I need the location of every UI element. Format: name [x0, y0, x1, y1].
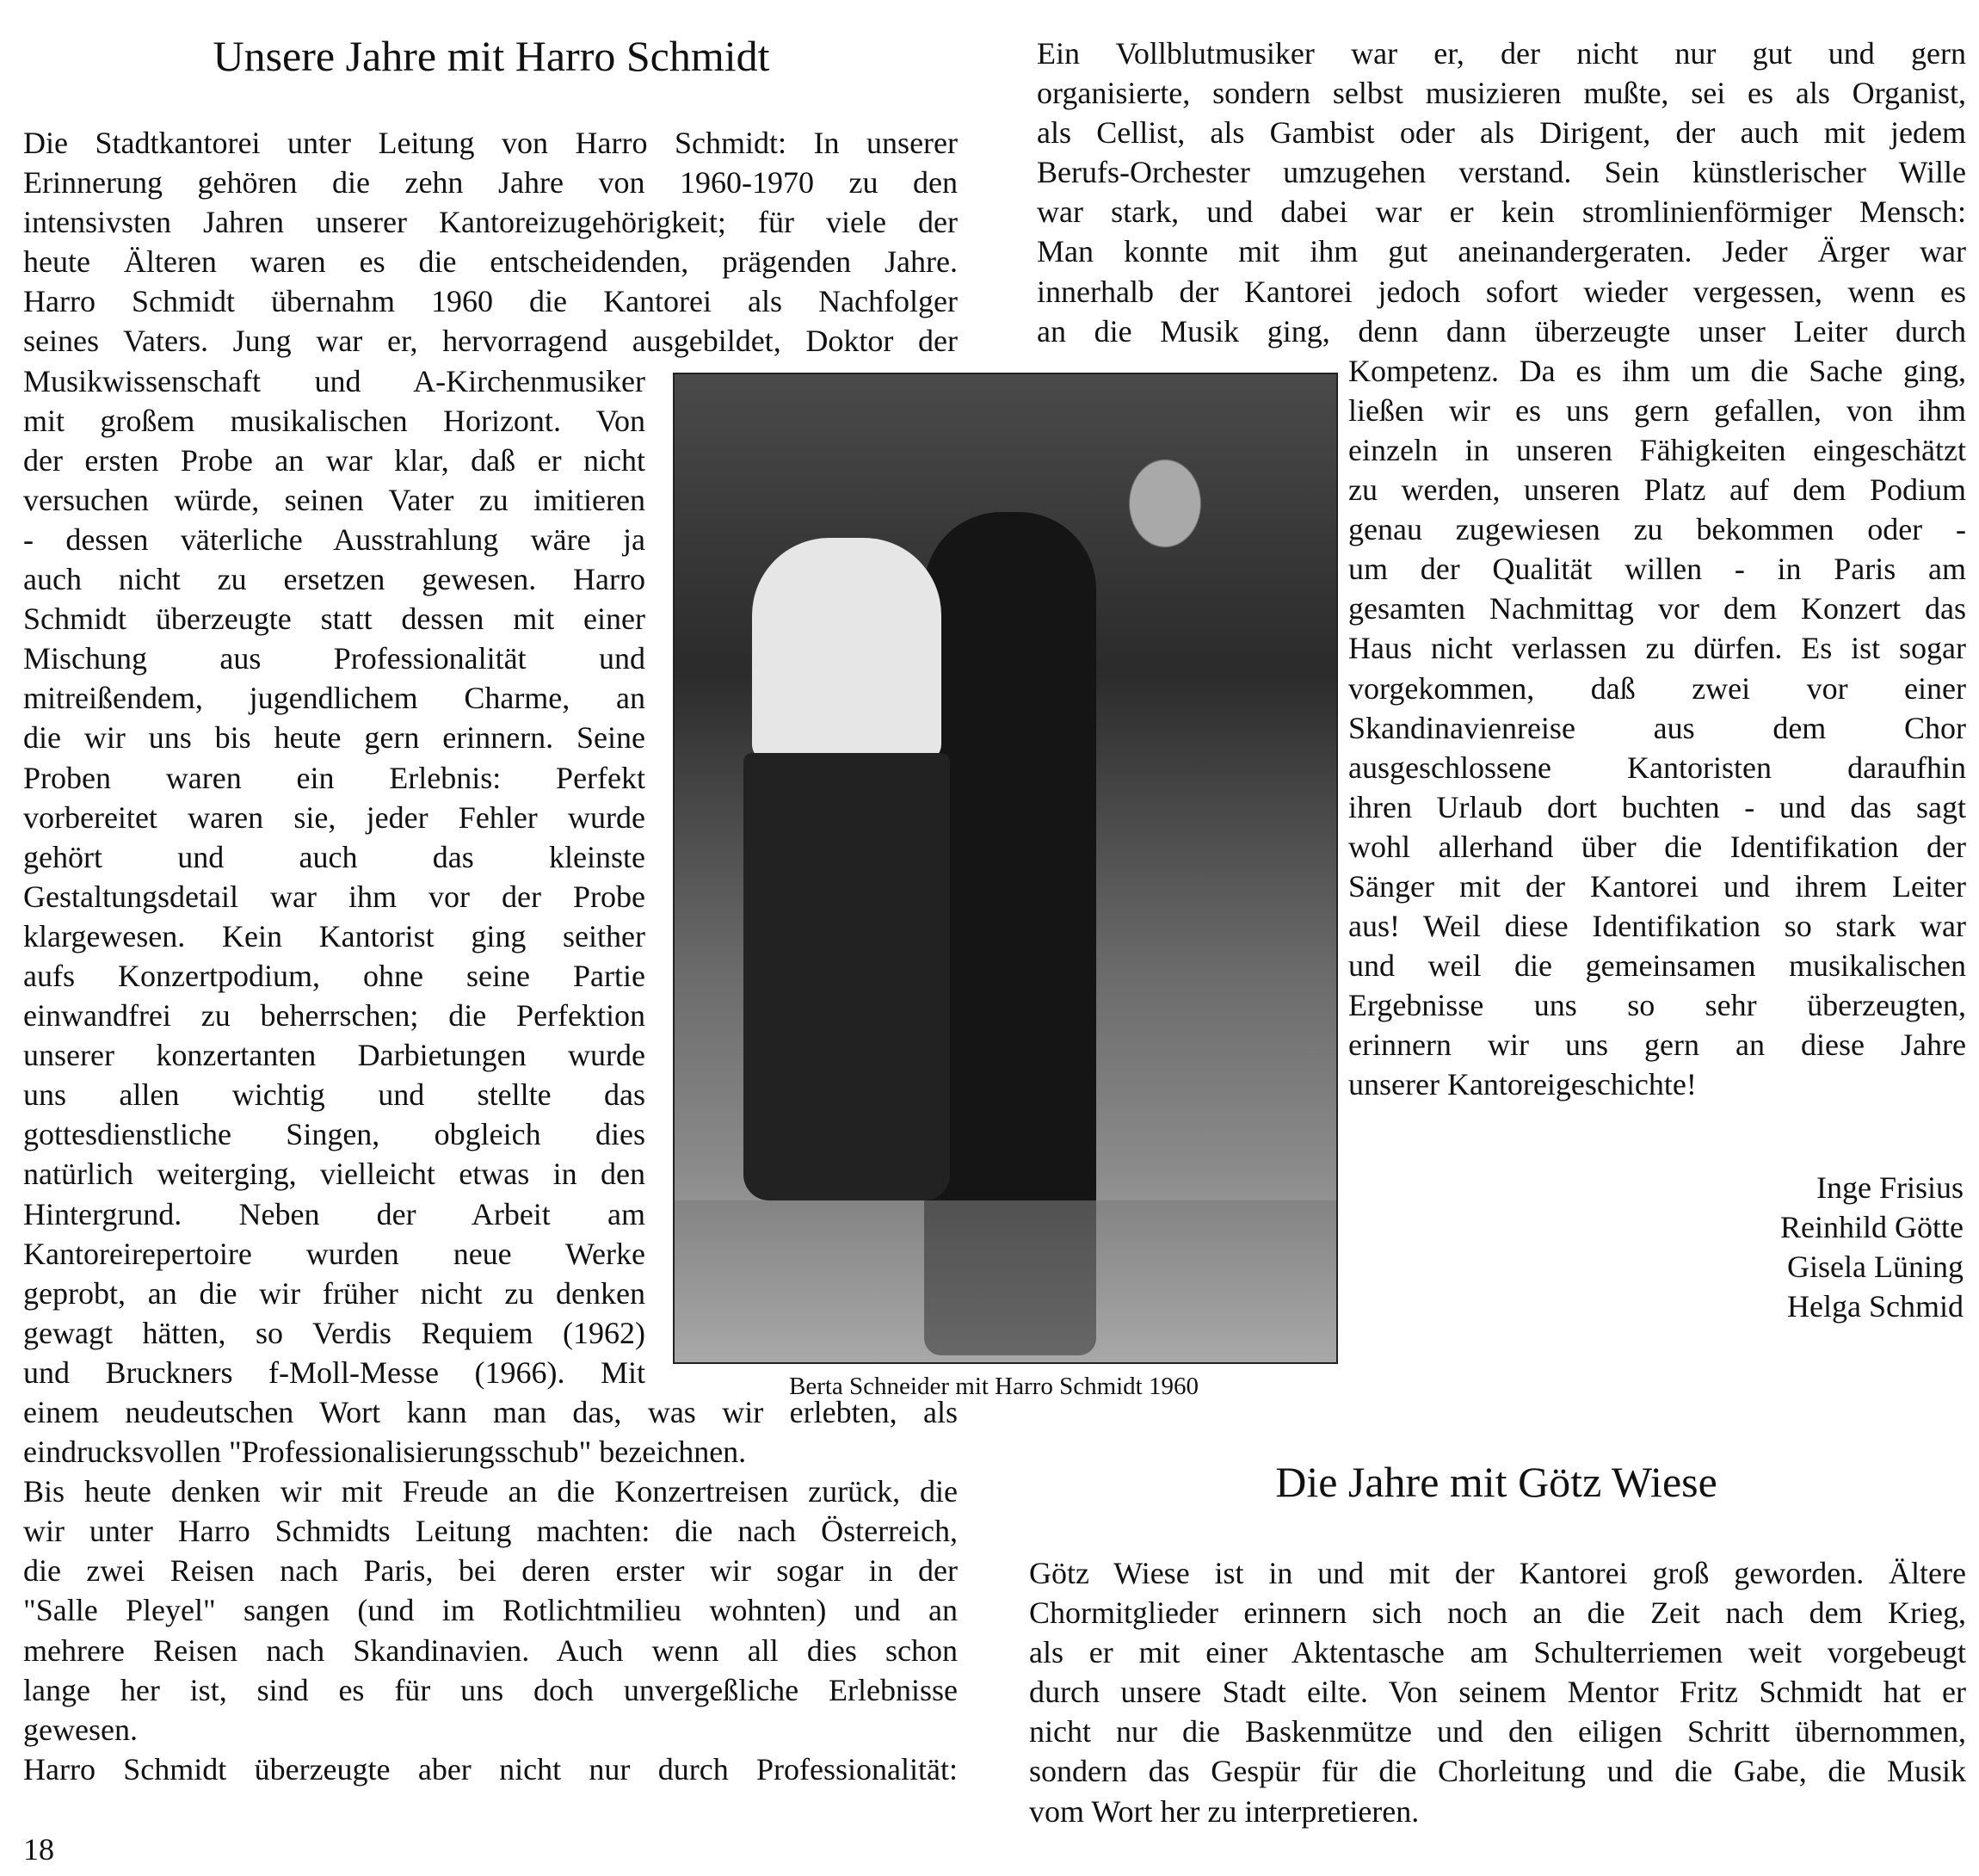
text-line: lange her ist, sind es für uns doch unvergeßliche Erlebnisse — [23, 1672, 958, 1707]
text-line: Ergebnisse uns so sehr überzeugten, — [1348, 988, 1966, 1023]
text-line: natürlich weiterging, vielleicht etwas in den — [23, 1157, 645, 1192]
text-line: Mischung aus Professionalität und — [23, 641, 645, 676]
text-line: unserer Kantoreigeschichte! — [1348, 1067, 1697, 1102]
text-line: eindrucksvollen "Professionalisierungsschub" bezeichnen. — [23, 1435, 747, 1470]
text-line: gottesdienstliche Singen, obgleich dies — [23, 1117, 645, 1152]
text-line: vorgekommen, daß zwei vor einer — [1348, 670, 1966, 706]
text-line: aus! Weil diese Identifikation so stark war — [1348, 909, 1966, 944]
text-line: war stark, und dabei war er kein stromlinienförmiger Mensch: — [1037, 194, 1966, 230]
text-line: Ein Vollblutmusiker war er, der nicht nur gut und gern — [1037, 36, 1966, 71]
author-name: Helga Schmid — [1787, 1289, 1964, 1324]
text-line: mitreißendem, jugendlichem Charme, an — [23, 681, 645, 716]
text-line: Skandinavienreise aus dem Chor — [1348, 710, 1966, 745]
photo-grass — [675, 1200, 1338, 1364]
text-line: erinnern wir uns gern an diese Jahre — [1348, 1027, 1966, 1063]
author-name: Reinhild Götte — [1780, 1210, 1964, 1244]
photo-figure-woman-blouse — [752, 538, 941, 762]
author-name: Inge Frisius — [1816, 1170, 1964, 1205]
text-line: zu werden, unseren Platz auf dem Podium — [1348, 472, 1966, 508]
text-line: Proben waren ein Erlebnis: Perfekt — [23, 760, 645, 795]
text-line: Schmidt überzeugte statt dessen mit einer — [23, 602, 645, 637]
text-line: Kantoreirepertoire wurden neue Werke — [23, 1236, 645, 1271]
text-line: Gestaltungsdetail war ihm vor der Probe — [23, 879, 645, 914]
text-line: ihren Urlaub dort buchten - und das sagt — [1348, 789, 1966, 824]
text-line: Musikwissenschaft und A-Kirchenmusiker — [23, 363, 645, 398]
text-line: mehrere Reisen nach Skandinavien. Auch wenn all dies schon — [23, 1632, 958, 1668]
article2-title: Die Jahre mit Götz Wiese — [1275, 1458, 1717, 1506]
article2-body — [1029, 1553, 1966, 1831]
article-title: Unsere Jahre mit Harro Schmidt — [213, 32, 770, 80]
text-line: gehört und auch das kleinste — [23, 839, 645, 874]
text-line: Hintergrund. Neben der Arbeit am — [23, 1196, 645, 1231]
text-line: Man konnte mit ihm gut aneinandergeraten. Jeder Ärger war — [1037, 234, 1966, 269]
text-line: Berufs-Orchester umzugehen verstand. Sein künstlerischer Wille — [1037, 155, 1966, 190]
page-number: 18 — [23, 1832, 54, 1867]
text-line: aufs Konzertpodium, ohne seine Partie — [23, 958, 645, 993]
photo-figure-woman-skirt — [743, 753, 950, 1200]
text-line: gewagt hätten, so Verdis Requiem (1962) — [23, 1315, 645, 1350]
text-line: Die Stadtkantorei unter Leitung von Harro Schmidt: In unserer — [23, 126, 958, 160]
text-line: an die Musik ging, denn dann überzeugte unser Leiter durch — [1037, 313, 1966, 349]
text-line: um der Qualität willen - in Paris am — [1348, 552, 1966, 587]
author-name: Gisela Lüning — [1787, 1250, 1964, 1284]
text-line: wir unter Harro Schmidts Leitung machten: die nach Österreich, — [23, 1514, 958, 1549]
text-line: gesamten Nachmittag vor dem Konzert das — [1348, 591, 1966, 626]
text-line: Harro Schmidt überzeugte aber nicht nur durch Professionalität: — [23, 1751, 958, 1787]
text-line: Harro Schmidt übernahm 1960 die Kantorei als Nachfolger — [23, 284, 958, 319]
text-line: Bis heute denken wir mit Freude an die Konzertreisen zurück, die — [23, 1474, 958, 1509]
text-line: geprobt, an die wir früher nicht zu denken — [23, 1275, 645, 1311]
text-line: mit großem musikalischen Horizont. Von — [23, 403, 645, 438]
text-line: nicht nur die Baskenmütze und den eiligen Schritt übernommen, — [1029, 1714, 1966, 1749]
text-line: uns allen wichtig und stellte das — [23, 1077, 645, 1113]
text-line: vorbereitet waren sie, jeder Fehler wurde — [23, 799, 645, 835]
text-line: Götz Wiese ist in und mit der Kantorei groß geworden. Ältere — [1029, 1556, 1966, 1590]
text-line: als er mit einer Aktentasche am Schulterriemen weit vorgebeugt — [1029, 1635, 1966, 1670]
text-line: - dessen väterliche Ausstrahlung wäre ja — [23, 521, 645, 557]
text-line: einzeln in unseren Fähigkeiten eingeschätzt — [1348, 432, 1966, 467]
text-line: klargewesen. Kein Kantorist ging seither — [23, 918, 645, 953]
text-line: organisierte, sondern selbst musizieren mußte, sei es als Organist, — [1037, 76, 1966, 111]
text-line: seines Vaters. Jung war er, hervorragend ausgebildet, Doktor der — [23, 324, 958, 359]
text-line: Erinnerung gehören die zehn Jahre von 1960-1970 zu den — [23, 165, 958, 201]
text-line: genau zugewiesen zu bekommen oder - — [1348, 512, 1966, 547]
text-line: sondern das Gespür für die Chorleitung und die Gabe, die Musik — [1029, 1754, 1966, 1789]
text-line: und weil die gemeinsamen musikalischen — [1348, 948, 1966, 984]
photo — [673, 373, 1338, 1364]
text-line: vom Wort her zu interpretieren. — [1029, 1793, 1420, 1829]
text-line: Sänger mit der Kantorei und ihrem Leiter — [1348, 868, 1966, 904]
text-line: "Salle Pleyel" sangen (und im Rotlichtmilieu wohnten) und an — [23, 1593, 958, 1628]
text-line: Chormitglieder erinnern sich noch an die Zeit nach dem Krieg, — [1029, 1595, 1966, 1631]
text-line: durch unsere Stadt eilte. Von seinem Mentor Fritz Schmidt hat er — [1029, 1675, 1966, 1710]
text-line: versuchen würde, seinen Vater zu imitieren — [23, 482, 645, 517]
text-line: einem neudeutschen Wort kann man das, was wir erlebten, als — [23, 1395, 958, 1429]
text-line: unserer konzertanten Darbietungen wurde — [23, 1038, 645, 1073]
text-line: als Cellist, als Gambist oder als Dirigent, der auch mit jedem — [1037, 115, 1966, 151]
text-line: wohl allerhand über die Identifikation der — [1348, 829, 1966, 864]
photo-caption: Berta Schneider mit Harro Schmidt 1960 — [789, 1373, 1199, 1400]
text-line: die wir uns bis heute gern erinnern. Seine — [23, 720, 645, 756]
text-line: gewesen. — [23, 1712, 138, 1747]
text-line: intensivsten Jahren unserer Kantoreizugehörigkeit; für viele der — [23, 205, 958, 240]
text-line: auch nicht zu ersetzen gewesen. Harro — [23, 562, 645, 597]
text-line: Haus nicht verlassen zu dürfen. Es ist sogar — [1348, 631, 1966, 666]
text-line: ausgeschlossene Kantoristen daraufhin — [1348, 750, 1966, 785]
text-line: einwandfrei zu beherrschen; die Perfektion — [23, 998, 645, 1034]
text-line: der ersten Probe an war klar, daß er nicht — [23, 442, 645, 478]
text-line: Kompetenz. Da es ihm um die Sache ging, — [1348, 353, 1966, 388]
text-line: innerhalb der Kantorei jedoch sofort wieder vergessen, wenn es — [1037, 274, 1966, 309]
text-line: ließen wir es uns gern gefallen, von ihm — [1348, 392, 1966, 428]
text-line: die zwei Reisen nach Paris, bei deren erster wir sogar in der — [23, 1553, 958, 1589]
text-line: und Bruckners f-Moll-Messe (1966). Mit — [23, 1355, 645, 1390]
text-line: heute Älteren waren es die entscheidenden, prägenden Jahre. — [23, 244, 958, 280]
